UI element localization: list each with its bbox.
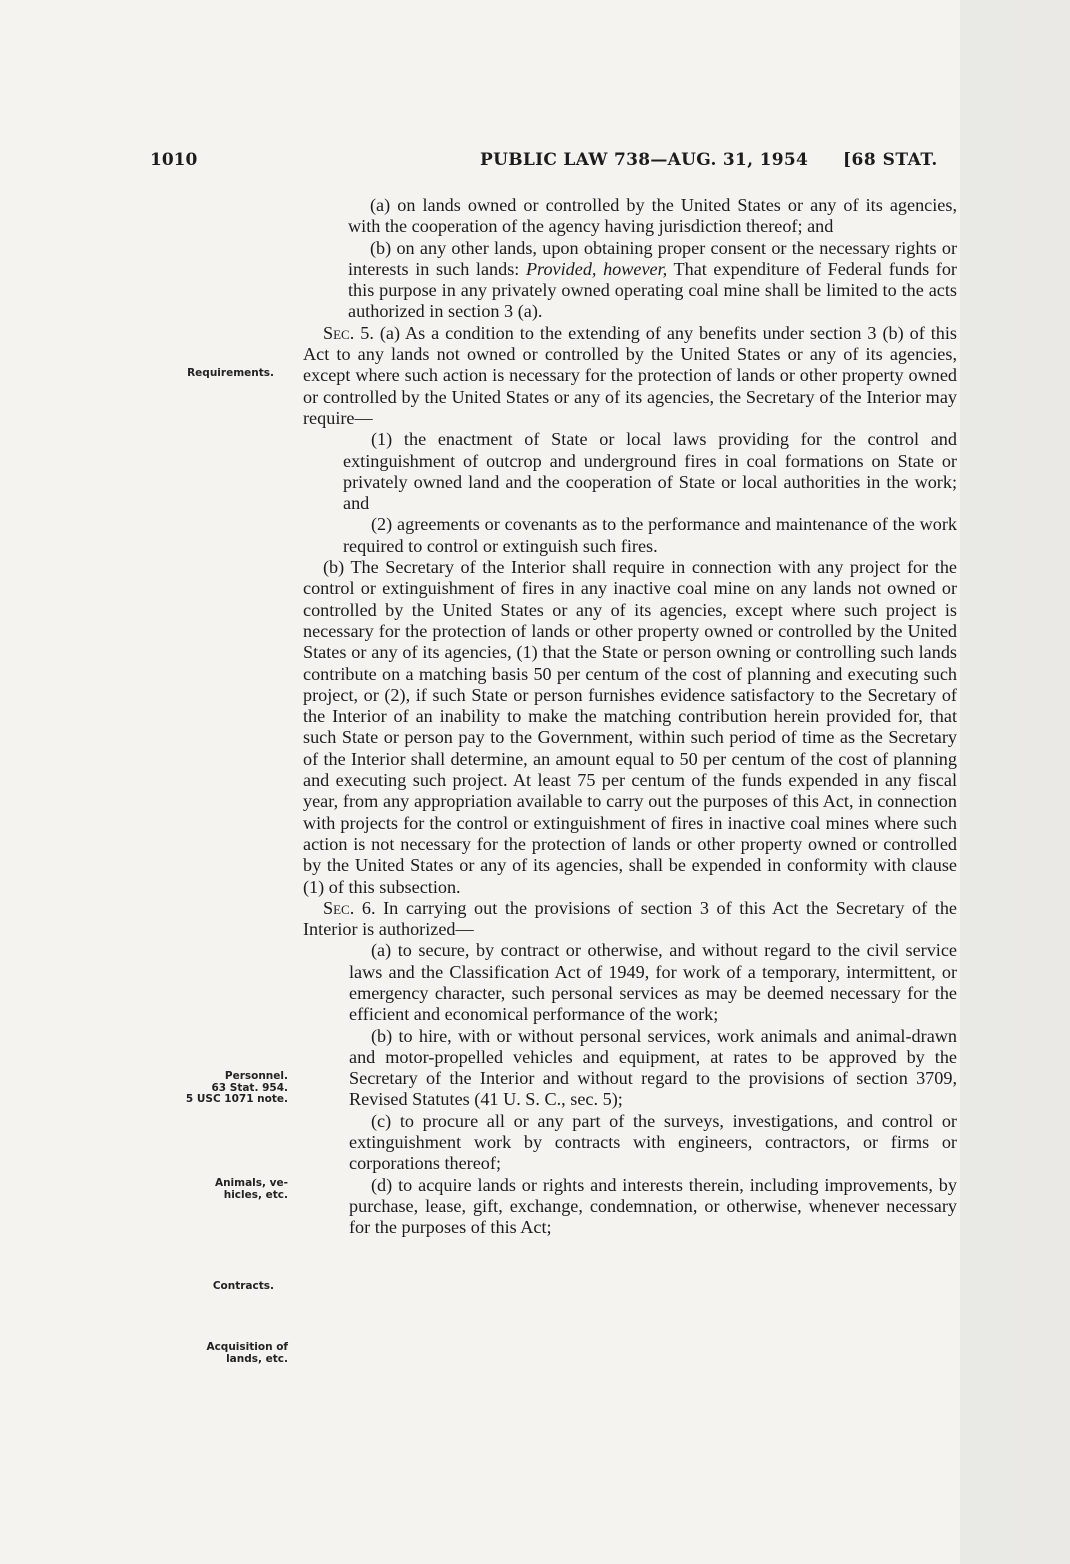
margin-note-requirements: Requirements. [187, 367, 274, 379]
page-number: 1010 [150, 150, 198, 170]
clause-b: (b) on any other lands, upon obtaining proper consent or the necessary rights or interests in such lands: Provided, however, That expenditure of Federal funds for this purpose in any privately owned operating coal mine shall be limited to the acts authorized in section 3 (a). [348, 237, 957, 322]
section-5-a: Sec. 5. (a) As a condition to the extending of any benefits under section 3 (b) of this Act to any lands not owned or controlled by the United States or any of its agencies, except where such action is necessary for the protection of lands or other property owned or controlled by the United States or any of its agencies, the Secretary of the Interior may require— [303, 322, 957, 428]
running-title: PUBLIC LAW 738—AUG. 31, 1954 [480, 150, 809, 170]
section-6: Sec. 6. In carrying out the provisions of section 3 of this Act the Secretary of the Interior is authorized— [303, 897, 957, 940]
section-5-label: Sec. 5. [323, 322, 374, 343]
margin-note-contracts: Contracts. [212, 1280, 274, 1292]
page-header [150, 150, 950, 180]
clause-a: (a) on lands owned or controlled by the United States or any of its agencies, with the cooperation of the agency having jurisdiction thereof; and [348, 195, 957, 237]
requirement-1: (1) the enactment of State or local laws providing for the control and extinguishment of outcrop and underground fires in coal formations on State or privately owned land and the cooperation of State or local authorities in the work; and [343, 429, 957, 514]
authority-a: (a) to secure, by contract or otherwise, and without regard to the civil service laws and the Classification Act of 1949, for work of a temporary, intermittent, or emergency character, such personal services as may be deemed necessary for the efficient and economical performance of the work; [349, 940, 957, 1025]
provided-however: Provided, however, [525, 258, 668, 279]
authority-c: (c) to procure all or any part of the surveys, investigations, and control or extinguishment work by contracts with engineers, contractors, or firms or corporations thereof; [349, 1110, 957, 1174]
margin-note-animals-vehicles: Animals, ve- hicles, etc. [214, 1177, 288, 1201]
page-edge-shadow [960, 0, 1070, 1564]
section-5-b: (b) The Secretary of the Interior shall require in connection with any project for the control or extinguishment of fires in any inactive coal mine on any lands not owned or controlled by the United States or any of its agencies, except where such project is necessary for the protection of lands or other property owned or controlled by the United States or any of its agencies, (1) that the State or person owning or controlling such lands contribute on a matching basis 50 per centum of the cost of planning and executing such project, or (2), if such State or person furnishes evidence satisfactory to the Secretary of the Interior of an inability to make the matching contribution herein provided for, that such State or person pay to the Government, within such period of time as the Secretary of the Interior shall determine, an amount equal to 50 per centum of the cost of planning and executing such project. At least 75 per centum of the funds expended in any fiscal year, from any appropriation available to carry out the purposes of this Act, in connection with projects for the control or extinguishment of fires in inactive coal mines where such action is not necessary for the protection of lands or other property owned or controlled by the United States or any of its agencies, shall be expended in conformity with clause (1) of this subsection. [303, 557, 957, 897]
margin-note-acquisition: Acquisition of lands, etc. [206, 1341, 288, 1365]
authority-b: (b) to hire, with or without personal services, work animals and animal-drawn and motor-propelled vehicles and equipment, at rates to be approved by the Secretary of the Interior and without regard to the provisions of section 3709, Revised Statutes (41 U. S. C., sec. 5); [349, 1025, 957, 1110]
statute-reference: [68 STAT. [843, 150, 938, 170]
margin-note-personnel: Personnel. 63 Stat. 954. 5 USC 1071 note. [185, 1070, 288, 1105]
authority-d: (d) to acquire lands or rights and interests therein, including improvements, by purchase, lease, gift, exchange, condemnation, or otherwise, whenever necessary for the purposes of this Act; [349, 1174, 957, 1238]
requirement-2: (2) agreements or covenants as to the performance and maintenance of the work required to control or extinguish such fires. [343, 514, 957, 556]
section-6-label: Sec. 6. [323, 897, 376, 918]
statute-body [303, 195, 957, 1239]
